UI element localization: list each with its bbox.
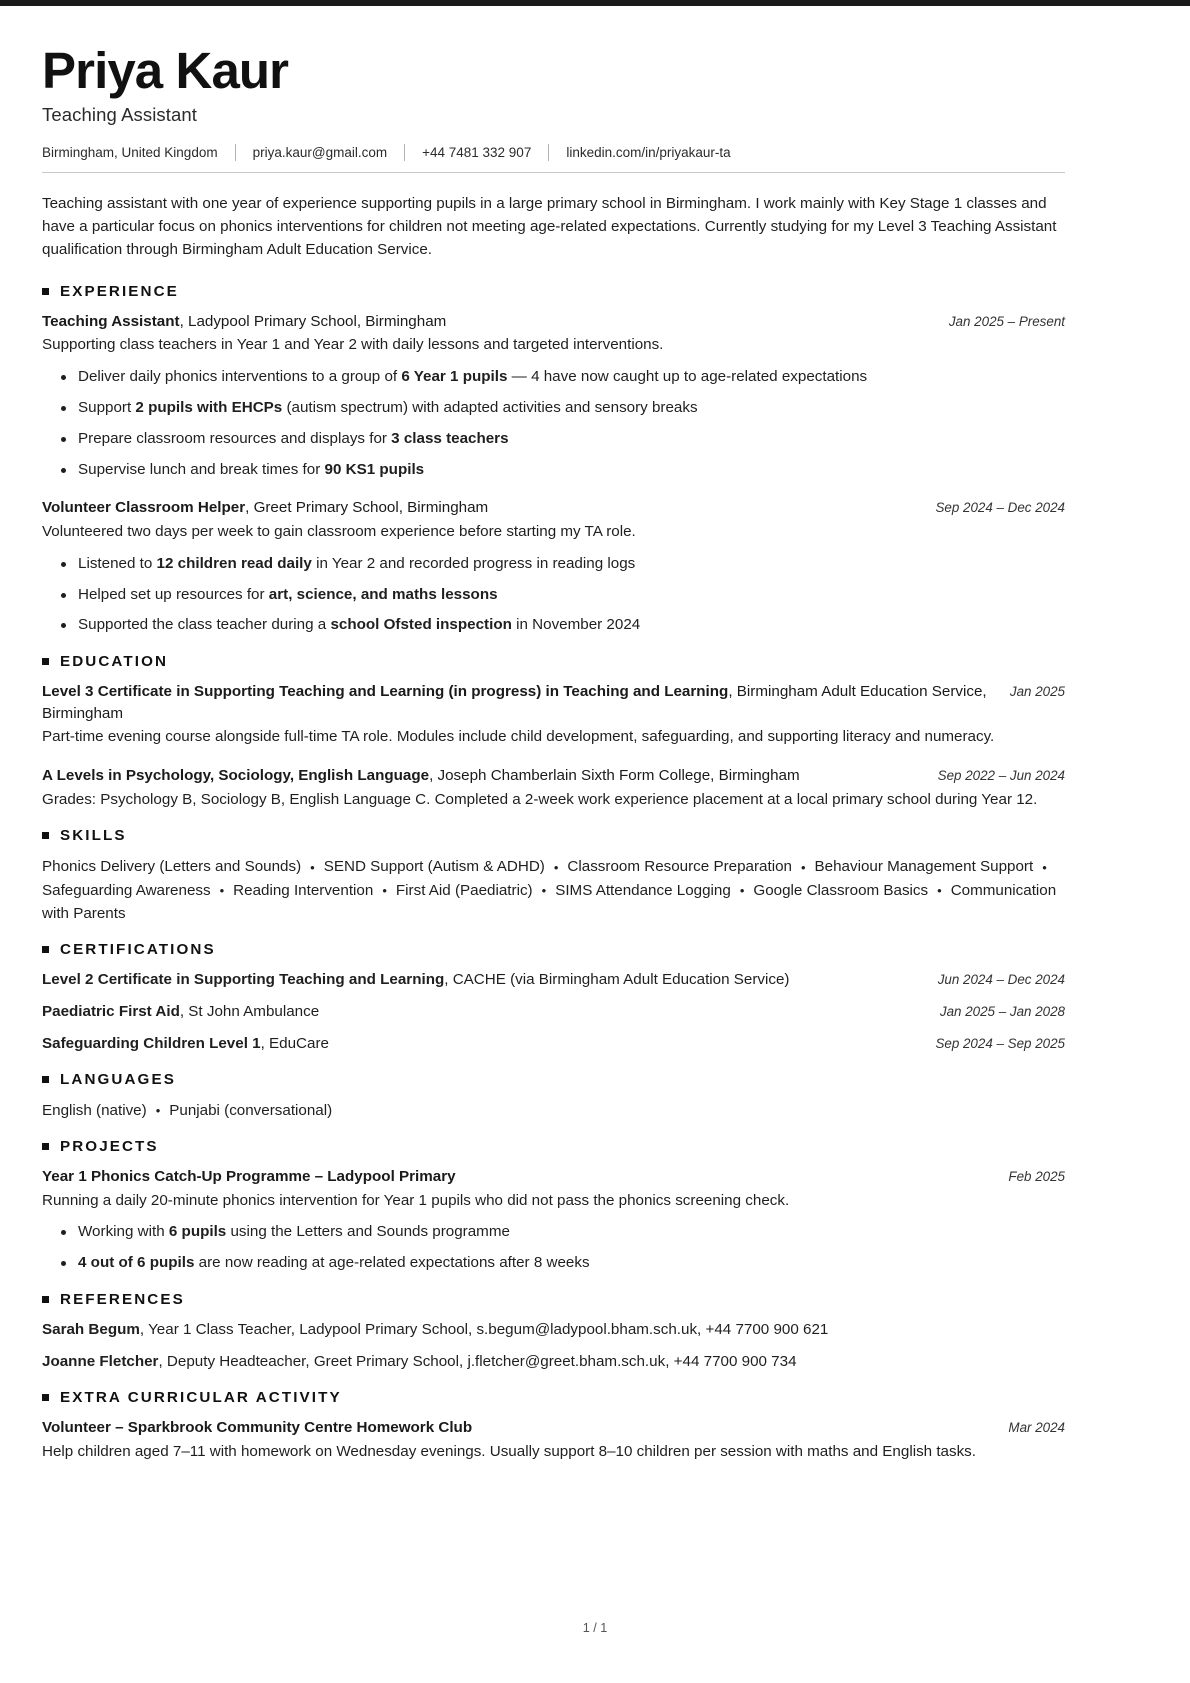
skill-item: Safeguarding Awareness xyxy=(42,881,211,899)
entry-date: Feb 2025 xyxy=(1008,1168,1065,1184)
separator-dot-icon: • xyxy=(937,882,942,898)
skill-item: Classroom Resource Preparation xyxy=(567,858,792,876)
entry-date: Sep 2024 – Dec 2024 xyxy=(935,500,1065,516)
section-heading-skills xyxy=(42,827,1065,844)
section-title: EXPERIENCE xyxy=(60,282,179,300)
certification-date: Jun 2024 – Dec 2024 xyxy=(937,971,1065,987)
square-bullet-icon xyxy=(42,832,49,839)
entry-description: Help children aged 7–11 with homework on Wednesday evenings. Usually support 8–10 children per session with maths and English tasks. xyxy=(42,1442,976,1460)
section-projects xyxy=(42,1138,1065,1275)
contact-item[interactable]: linkedin.com/in/priyakaur-ta xyxy=(566,144,731,160)
section-languages xyxy=(42,1071,1065,1122)
entry-title: Year 1 Phonics Catch-Up Programme – Ladypool Primary xyxy=(42,1167,456,1185)
section-certifications xyxy=(42,941,1065,1055)
contact-item[interactable]: Birmingham, United Kingdom xyxy=(42,144,218,160)
section-title: EXTRA CURRICULAR ACTIVITY xyxy=(60,1388,342,1406)
bullet-item: Helped set up resources for art, science, and maths lessons xyxy=(78,584,1065,607)
entry-description: Grades: Psychology B, Sociology B, English Language C. Completed a 2-week work experience placement at a local primary school during Year 12. xyxy=(42,790,1038,808)
education-entry xyxy=(42,681,1065,749)
reference-row xyxy=(42,1319,1065,1341)
square-bullet-icon xyxy=(42,946,49,953)
contact-row xyxy=(42,144,1065,173)
section-heading-projects xyxy=(42,1138,1065,1155)
education-entry-list xyxy=(42,681,1065,811)
square-bullet-icon xyxy=(42,1076,49,1083)
entry-title: Level 3 Certificate in Supporting Teaching and Learning (in progress) in Teaching and Learning, Birmingham Adult Education Service, Birmingham xyxy=(42,683,987,722)
bullet-item: Support 2 pupils with EHCPs (autism spectrum) with adapted activities and sensory breaks xyxy=(78,397,1065,420)
separator-dot-icon: • xyxy=(1042,859,1047,875)
square-bullet-icon xyxy=(42,1143,49,1150)
experience-entry-list xyxy=(42,311,1065,637)
contact-item[interactable]: priya.kaur@gmail.com xyxy=(252,144,388,160)
entry-title: Volunteer – Sparkbrook Community Centre Homework Club xyxy=(42,1418,473,1436)
section-heading-certifications xyxy=(42,941,1065,958)
section-title: EDUCATION xyxy=(60,653,169,671)
separator-dot-icon: • xyxy=(219,882,225,898)
certification-list xyxy=(42,969,1065,1055)
contact-divider xyxy=(548,144,549,161)
section-heading-experience xyxy=(42,283,1065,300)
experience-entry xyxy=(42,497,1065,637)
separator-dot-icon: • xyxy=(155,1102,161,1118)
entry-date: Mar 2024 xyxy=(1008,1419,1065,1435)
entry-header xyxy=(42,497,1065,519)
square-bullet-icon xyxy=(42,658,49,665)
separator-dot-icon: • xyxy=(553,859,559,875)
section-skills xyxy=(42,827,1065,924)
bullet-item: Deliver daily phonics interventions to a group of 6 Year 1 pupils — 4 have now caught up to age-related expectations xyxy=(78,366,1065,389)
certification-date: Sep 2024 – Sep 2025 xyxy=(935,1035,1065,1051)
separator-dot-icon: • xyxy=(800,859,806,875)
certification-title: Paediatric First Aid, St John Ambulance xyxy=(42,1002,320,1020)
bullet-list xyxy=(42,553,1065,637)
reference-detail: Joanne Fletcher, Deputy Headteacher, Greet Primary School, j.fletcher@greet.bham.sch.uk, +44 7700 900 734 xyxy=(42,1352,797,1370)
contact-divider xyxy=(404,144,405,161)
entry-header xyxy=(42,1166,1065,1188)
entry-date: Jan 2025 – Present xyxy=(948,313,1065,329)
skill-item: Reading Intervention xyxy=(233,881,374,899)
square-bullet-icon xyxy=(42,1394,49,1401)
certification-row xyxy=(42,1033,1065,1055)
section-heading-extra-curricular xyxy=(42,1389,1065,1406)
entry-header xyxy=(42,681,1065,724)
skill-item: SEND Support (Autism & ADHD) xyxy=(323,858,545,876)
entry-header xyxy=(42,311,1065,333)
section-title: SKILLS xyxy=(60,827,127,845)
reference-list xyxy=(42,1319,1065,1373)
section-education xyxy=(42,653,1065,811)
section-heading-languages xyxy=(42,1071,1065,1088)
contact-divider xyxy=(235,144,236,161)
reference-row xyxy=(42,1351,1065,1373)
skill-item: Behaviour Management Support xyxy=(814,858,1034,876)
separator-dot-icon: • xyxy=(382,882,387,898)
entry-description: Supporting class teachers in Year 1 and Year 2 with daily lessons and targeted interventions. xyxy=(42,336,664,354)
square-bullet-icon xyxy=(42,288,49,295)
experience-entry xyxy=(42,311,1065,482)
extra-curricular-entry-list xyxy=(42,1417,1065,1463)
separator-dot-icon: • xyxy=(541,882,547,898)
section-title: LANGUAGES xyxy=(60,1070,176,1088)
entry-description: Part-time evening course alongside full-time TA role. Modules include child development, safeguarding, and supporting literacy and numeracy. xyxy=(42,728,995,746)
resume-header xyxy=(42,44,1065,173)
languages-list xyxy=(42,1099,1065,1122)
language-item: Punjabi (conversational) xyxy=(169,1101,333,1119)
section-extra-curricular xyxy=(42,1389,1065,1463)
bullet-item: Working with 6 pupils using the Letters and Sounds programme xyxy=(78,1221,1065,1244)
page-indicator: 1 / 1 xyxy=(582,1621,608,1635)
section-title: REFERENCES xyxy=(60,1290,185,1308)
reference-detail: Sarah Begum, Year 1 Class Teacher, Ladypool Primary School, s.begum@ladypool.bham.sch.uk, +44 7700 900 621 xyxy=(42,1320,829,1338)
skill-item: Google Classroom Basics xyxy=(753,881,929,899)
bullet-list xyxy=(42,1221,1065,1275)
candidate-name: Priya Kaur xyxy=(42,42,289,99)
entry-title: Volunteer Classroom Helper, Greet Primary School, Birmingham xyxy=(42,499,489,517)
section-title: PROJECTS xyxy=(60,1137,159,1155)
section-experience xyxy=(42,283,1065,637)
bullet-item: Prepare classroom resources and displays for 3 class teachers xyxy=(78,428,1065,451)
language-item: English (native) xyxy=(42,1101,147,1119)
section-references xyxy=(42,1291,1065,1373)
project-entry-list xyxy=(42,1166,1065,1275)
certification-row xyxy=(42,1001,1065,1023)
entry-date: Jan 2025 xyxy=(1009,684,1065,700)
page-top-accent-bar xyxy=(0,0,1190,6)
separator-dot-icon: • xyxy=(739,882,745,898)
entry-date: Sep 2022 – Jun 2024 xyxy=(937,768,1065,784)
bullet-item: Listened to 12 children read daily in Year 2 and recorded progress in reading logs xyxy=(78,553,1065,576)
entry-description: Volunteered two days per week to gain classroom experience before starting my TA role. xyxy=(42,522,636,540)
skill-item: Phonics Delivery (Letters and Sounds) xyxy=(42,858,302,876)
bullet-item: Supported the class teacher during a school Ofsted inspection in November 2024 xyxy=(78,614,1065,637)
candidate-headline: Teaching Assistant xyxy=(42,103,198,125)
professional-summary: Teaching assistant with one year of experience supporting pupils in a large primary school in Birmingham. I work mainly with Key Stage 1 classes and have a particular focus on phonics interventions for children not meeting age-related expectations. Currently studying for my Level 3 Teaching Assistant qualification through Birmingham Adult Education Service. xyxy=(42,194,1057,258)
section-heading-references xyxy=(42,1291,1065,1308)
square-bullet-icon xyxy=(42,1296,49,1303)
entry-header xyxy=(42,765,1065,787)
certification-date: Jan 2025 – Jan 2028 xyxy=(939,1003,1065,1019)
bullet-list xyxy=(42,366,1065,481)
entry-description: Running a daily 20-minute phonics intervention for Year 1 pupils who did not pass the phonics screening check. xyxy=(42,1191,790,1209)
certification-title: Level 2 Certificate in Supporting Teaching and Learning, CACHE (via Birmingham Adult Education Service) xyxy=(42,970,790,988)
skill-item: First Aid (Paediatric) xyxy=(395,881,533,899)
extra-curricular-entry xyxy=(42,1417,1065,1463)
entry-title: Teaching Assistant, Ladypool Primary School, Birmingham xyxy=(42,312,447,330)
entry-header xyxy=(42,1417,1065,1439)
project-entry xyxy=(42,1166,1065,1275)
certification-row xyxy=(42,969,1065,991)
separator-dot-icon: • xyxy=(310,859,315,875)
skill-item: SIMS Attendance Logging xyxy=(555,881,731,899)
contact-item[interactable]: +44 7481 332 907 xyxy=(422,144,532,160)
education-entry xyxy=(42,765,1065,811)
certification-title: Safeguarding Children Level 1, EduCare xyxy=(42,1034,329,1052)
skill-item: Communication with Parents xyxy=(42,881,1057,922)
section-heading-education xyxy=(42,653,1065,670)
section-title: CERTIFICATIONS xyxy=(60,940,216,958)
page-footer xyxy=(0,1621,1190,1635)
bullet-item: 4 out of 6 pupils are now reading at age-related expectations after 8 weeks xyxy=(78,1252,1065,1275)
bullet-item: Supervise lunch and break times for 90 KS1 pupils xyxy=(78,459,1065,482)
skills-list xyxy=(42,855,1065,924)
entry-title: A Levels in Psychology, Sociology, English Language, Joseph Chamberlain Sixth Form College, Birmingham xyxy=(42,767,800,785)
